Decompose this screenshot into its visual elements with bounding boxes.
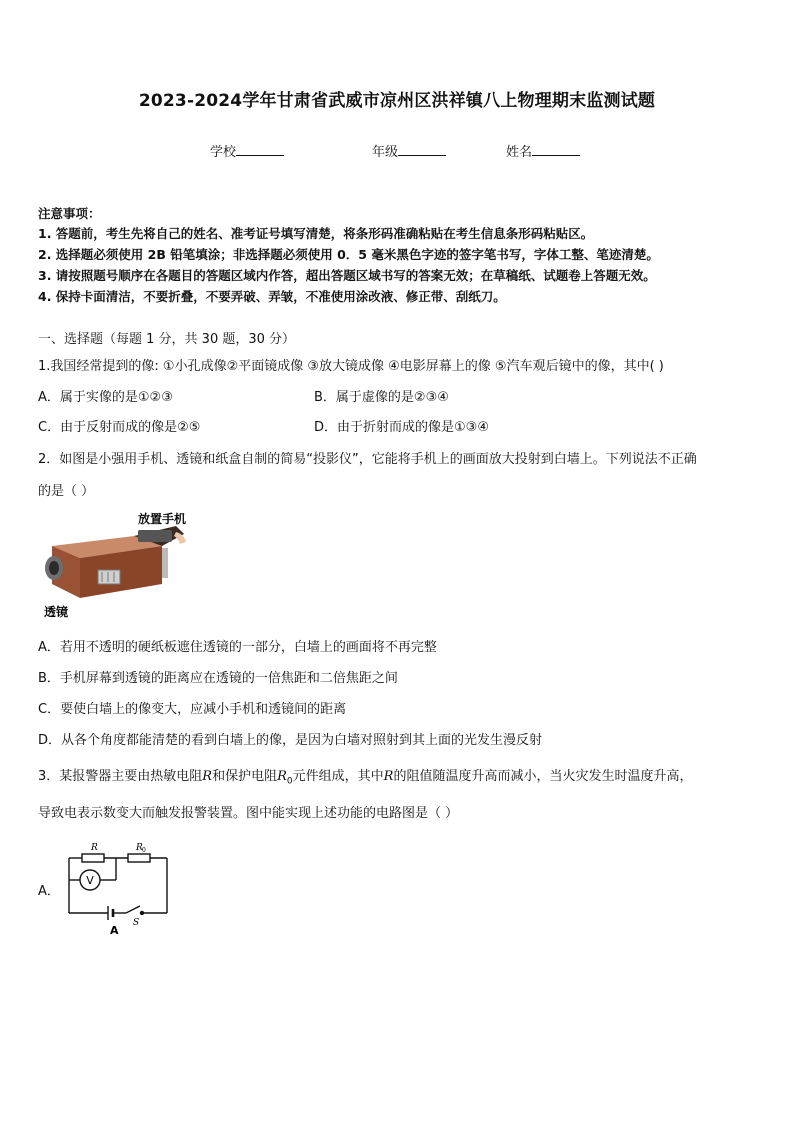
notice-item: 4. 保持卡面清洁，不要折叠，不要弄破、弄皱，不准使用涂改液、修正带、刮纸刀。 — [38, 289, 506, 304]
q2-option-a[interactable]: A．若用不透明的硬纸板遮住透镜的一部分，白墙上的画面将不再完整 — [38, 640, 437, 655]
q2-stem-cont: 的是（ ） — [38, 484, 95, 499]
resistor-r0 — [128, 854, 150, 862]
name-field[interactable] — [506, 141, 580, 160]
q2-option-d[interactable]: D．从各个角度都能清楚的看到白墙上的像，是因为白墙对照射到其上面的光发生漫反射 — [38, 733, 543, 748]
q1-option-b[interactable]: B．属于虚像的是②③④ — [314, 390, 449, 405]
phone-label: 放置手机 — [138, 512, 187, 526]
q3-option-a-label[interactable]: A． — [38, 884, 60, 899]
circuit-caption: A — [110, 924, 119, 936]
school-label: 学校 — [210, 145, 237, 160]
r-label: R — [91, 843, 98, 853]
name-blank[interactable] — [532, 144, 580, 156]
q3-stem-part: 和保护电阻 — [212, 769, 278, 784]
school-blank[interactable] — [236, 144, 284, 156]
q3-stem-part: 的阻值随温度升高而减小，当火灾发生时温度升高， — [393, 769, 693, 784]
page-title: 2023-2024学年甘肃省武威市凉州区洪祥镇八上物理期末监测试题 — [138, 91, 656, 111]
grade-label: 年级 — [372, 145, 399, 160]
circuit-diagram-a[interactable] — [60, 836, 175, 936]
q2-option-c[interactable]: C．要使白墙上的像变大，应减小手机和透镜间的距离 — [38, 702, 347, 717]
notice-item: 2. 选择题必须使用 2B 铅笔填涂；非选择题必须使用 0．5 毫米黑色字迹的签字笔书写，字体工整、笔迹清楚。 — [38, 247, 659, 262]
q3-var-r0: R — [277, 769, 287, 784]
grade-blank[interactable] — [398, 144, 446, 156]
switch-label: S — [133, 918, 140, 928]
switch-icon — [126, 906, 140, 913]
q2-option-b[interactable]: B．手机屏幕到透镜的距离应在透镜的一倍焦距和二倍焦距之间 — [38, 671, 398, 686]
q3-stem-part: 元件组成，其中 — [292, 769, 384, 784]
r0-sub-label: 0 — [142, 847, 146, 854]
section-heading: 一、选择题（每题 1 分，共 30 题，30 分） — [38, 332, 296, 347]
projector-figure — [38, 508, 198, 620]
q3-var-r0-sub: 0 — [286, 776, 293, 787]
notice-heading: 注意事项： — [38, 206, 101, 221]
q1-option-c[interactable]: C．由于反射而成的像是②⑤ — [38, 420, 201, 435]
q1-option-d[interactable]: D．由于折射而成的像是①③④ — [314, 420, 489, 435]
grade-field[interactable] — [372, 141, 446, 160]
resistor-r — [82, 854, 104, 862]
projector-illustration — [38, 508, 198, 620]
q3-stem-part: 3．某报警器主要由热敏电阻 — [38, 769, 203, 784]
r0-label: R — [136, 843, 143, 853]
q3-stem — [38, 765, 692, 787]
notice-item: 3. 请按照题号顺序在各题目的答题区域内作答，超出答题区域书写的答案无效；在草稿纸、试题卷上答题无效。 — [38, 268, 656, 283]
q3-stem-cont: 导致电表示数变大而触发报警装置。图中能实现上述功能的电路图是（ ） — [38, 806, 459, 821]
q1-stem: 1.我国经常提到的像: ①小孔成像②平面镜成像 ③放大镜成像 ④电影屏幕上的像 ⑤汽车观后镜中的像，其中( ) — [38, 359, 664, 374]
voltmeter-label: V — [86, 874, 94, 887]
q1-option-a[interactable]: A．属于实像的是①②③ — [38, 390, 173, 405]
q3-var-r: R — [202, 769, 213, 784]
q3-var-r: R — [383, 769, 394, 784]
notice-item: 1. 答题前，考生先将自己的姓名、准考证号填写清楚，将条形码准确粘贴在考生信息条形码粘贴区。 — [38, 226, 594, 241]
q2-stem: 2．如图是小强用手机、透镜和纸盒自制的简易“投影仪”，它能将手机上的画面放大投射到白墙上。下列说法不正确 — [38, 452, 697, 467]
lens-label: 透镜 — [44, 605, 69, 619]
name-label: 姓名 — [506, 145, 533, 160]
circuit-svg — [60, 836, 175, 936]
school-field[interactable] — [210, 141, 284, 160]
